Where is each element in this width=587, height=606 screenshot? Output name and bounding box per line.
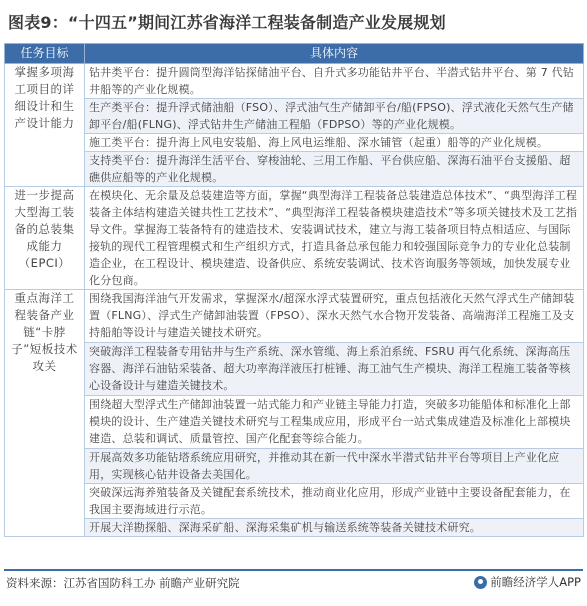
goal-cell: 掌握多项海工项目的详细设计和生产设计能力	[5, 64, 85, 187]
table-row	[5, 134, 584, 152]
table-header-row	[5, 44, 584, 64]
content-cell: 突破深远海养殖装备及关键配套系统技术，推动商业化应用，形成产业链中主要设备配套能力，在我国主要海域进行示范。	[85, 484, 584, 519]
table-row	[5, 64, 584, 99]
planning-table	[4, 43, 584, 537]
goal-cell: 重点海洋工程装备产业链“卡脖子”短板技术攻关	[5, 290, 85, 537]
content-cell: 钻井类平台：提升圆筒型海洋钻探储油平台、自升式多功能钻井平台、半潜式钻井平台、第 7 代钻井船等的产业化规模。	[85, 64, 584, 99]
table-row	[5, 519, 584, 537]
source-note: 资料来源：江苏省国防科工办 前瞻产业研究院	[6, 576, 240, 590]
brand-logo-icon	[474, 576, 487, 589]
footer-divider	[4, 569, 583, 571]
table-row	[5, 449, 584, 484]
content-cell: 开展大洋勘探船、深海采矿船、深海采集矿机与输送系统等装备关键技术研究。	[85, 519, 584, 537]
content-cell: 生产类平台：提升浮式储油船（FSO）、浮式油气生产储卸平台/船(FPSO)、浮式液化天然气生产储卸平台/船(FLNG)、浮式钻井生产储油工程船（FDPSO）等的产业化规模。	[85, 99, 584, 134]
table-row	[5, 152, 584, 187]
table-row	[5, 187, 584, 290]
page-title: 图表9：“十四五”期间江苏省海洋工程装备制造产业发展规划	[8, 13, 446, 32]
content-cell: 支持类平台：提升海洋生活平台、穿梭油轮、三用工作船、平台供应船、深海石油平台支援船、超礁供应船等的产业化规模。	[85, 152, 584, 187]
content-cell: 围绕我国海洋油气开发需求，掌握深水/超深水浮式装置研究，重点包括液化天然气浮式生产储卸装置（FLNG）、浮式生产储卸油装置（FPSO）、深水天然气水合物开发装备、高端海洋工程施工及支持船舶等设计与建造关键技术研究。	[85, 290, 584, 343]
content-cell: 在模块化、无余量及总装建造等方面，掌握“典型海洋工程装备总装建造总体技术”、“典型海洋工程装备主体结构建造关键共性工艺技术”、“典型海洋工程装备模块建造技术”等多项关键技术及工艺指导文件。掌握海工装备特有的建造技术、安装调试技术，建立与海工装备项目特点相适应、与国际接轨的现代工程管理模式和生产组织方式，打造具备总承包能力和较强国际竞争力的专业化总装制造企业，在工程设计、模块建造、设备供应、系统安装调试、技术咨询服务等领域，加快发展专业化分包商。	[85, 187, 584, 290]
content-cell: 开展高效多功能钻塔系统应用研究，并推动其在新一代中深水半潜式钻井平台等项目上产业化应用，实现核心钻井设备去美国化。	[85, 449, 584, 484]
content-cell: 施工类平台：提升海上风电安装船、海上风电运维船、深水铺管（起重）船等的产业化规模。	[85, 134, 584, 152]
content-cell: 突破海洋工程装备专用钻井与生产系统、深水管缆、海上系泊系统、FSRU 再气化系统、深海高压容器、海洋石油钻采装备、超大功率海洋液压打桩锤、海工油气生产模块、海洋工程施工装备等核心设备设计与建造关键技术。	[85, 343, 584, 396]
table-row	[5, 396, 584, 449]
brand-label: 前瞻经济学人APP	[490, 575, 581, 589]
table-row	[5, 290, 584, 343]
content-cell: 围绕超大型浮式生产储卸油装置一站式能力和产业链主导能力打造，突破多功能船体和标准化上部模块的设计、生产建造关键技术研究与工程集成应用，形成平台一站式集成建造及标准化上部模块建造、总装和调试、质量管控、国产化配套等综合能力。	[85, 396, 584, 449]
table-row	[5, 99, 584, 134]
goal-cell: 进一步提高大型海工装备的总装集成能力（EPCI）	[5, 187, 85, 290]
table-row	[5, 343, 584, 396]
header-task-goal: 任务目标	[5, 44, 85, 64]
table-row	[5, 484, 584, 519]
header-content: 具体内容	[85, 44, 584, 64]
brand-credit	[474, 574, 581, 590]
